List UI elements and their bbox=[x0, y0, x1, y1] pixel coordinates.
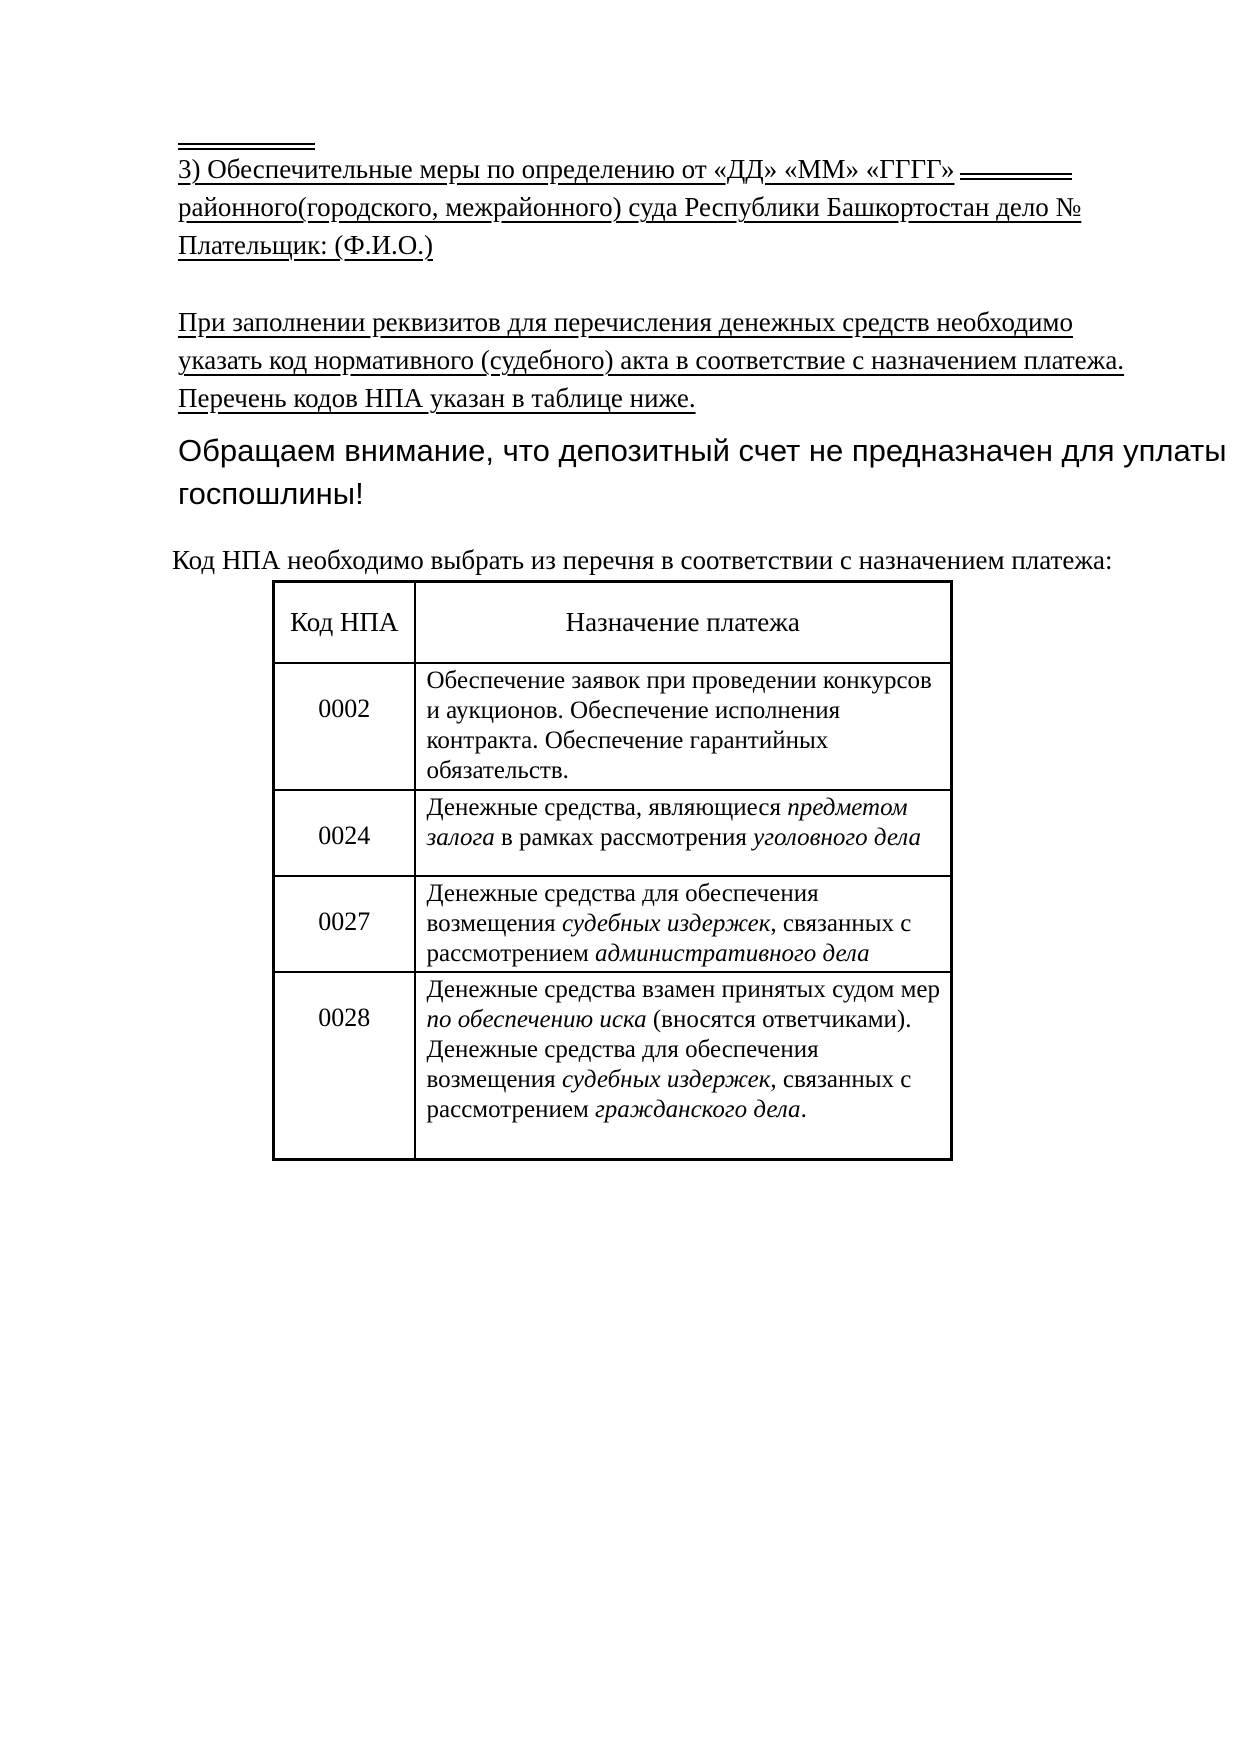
code-cell: 0028 bbox=[274, 972, 415, 1160]
warning-line-2: госпошлины! bbox=[178, 476, 364, 511]
purpose-cell: Денежные средства для обеспечения возмещения судебных издержек, связанных с рассмотрением административного дела bbox=[415, 876, 952, 972]
purpose-cell: Денежные средства, являющиеся предметом залога в рамках рассмотрения уголовного дела bbox=[415, 790, 952, 876]
code-cell: 0002 bbox=[274, 663, 415, 790]
intro-line-2: районного(городского, межрайонного) суда Республики Башкортостан дело № bbox=[178, 192, 1082, 222]
filling-note-line-1: При заполнении реквизитов для перечисления денежных средств необходимо bbox=[178, 307, 1073, 337]
filling-note-line-3: Перечень кодов НПА указан в таблице ниже. bbox=[178, 383, 696, 413]
purpose-cell: Обеспечение заявок при проведении конкурсов и аукционов. Обеспечение исполнения контракта. Обеспечение гарантийных обязательств. bbox=[415, 663, 952, 790]
warning-paragraph bbox=[178, 429, 1227, 515]
filling-note-line-2: указать код нормативного (судебного) акта в соответствие с назначением платежа. bbox=[178, 345, 1125, 375]
table-row bbox=[274, 972, 952, 1160]
filling-note-paragraph bbox=[178, 303, 1124, 417]
header-cell-code: Код НПА bbox=[274, 582, 415, 663]
npa-codes-table bbox=[272, 580, 953, 1161]
blank-date-field-line bbox=[960, 173, 1072, 180]
code-cell: 0027 bbox=[274, 876, 415, 972]
warning-line-1: Обращаем внимание, что депозитный счет не предназначен для уплаты bbox=[178, 433, 1227, 468]
code-cell: 0024 bbox=[274, 790, 415, 876]
intro-line-1-text: 3) Обеспечительные меры по определению от «ДД» «ММ» «ГГГГ» bbox=[178, 154, 955, 184]
table-row bbox=[274, 876, 952, 972]
intro-line-3: Плательщик: (Ф.И.О.) bbox=[178, 230, 433, 260]
intro-paragraph bbox=[178, 150, 1081, 264]
intro-line-1 bbox=[178, 150, 1081, 188]
table-header-row bbox=[274, 582, 952, 663]
table-caption: Код НПА необходимо выбрать из перечня в соответствии с назначением платежа: bbox=[172, 545, 1113, 575]
table-row bbox=[274, 790, 952, 876]
header-cell-purpose: Назначение платежа bbox=[415, 582, 952, 663]
top-horizontal-rule bbox=[178, 143, 315, 150]
purpose-cell: Денежные средства взамен принятых судом мер по обеспечению иска (вносятся ответчиками). Денежные средства для обеспечения возмещения судебных издержек, связанных с рассмотрением гражданского дела. bbox=[415, 972, 952, 1160]
table-row bbox=[274, 663, 952, 790]
